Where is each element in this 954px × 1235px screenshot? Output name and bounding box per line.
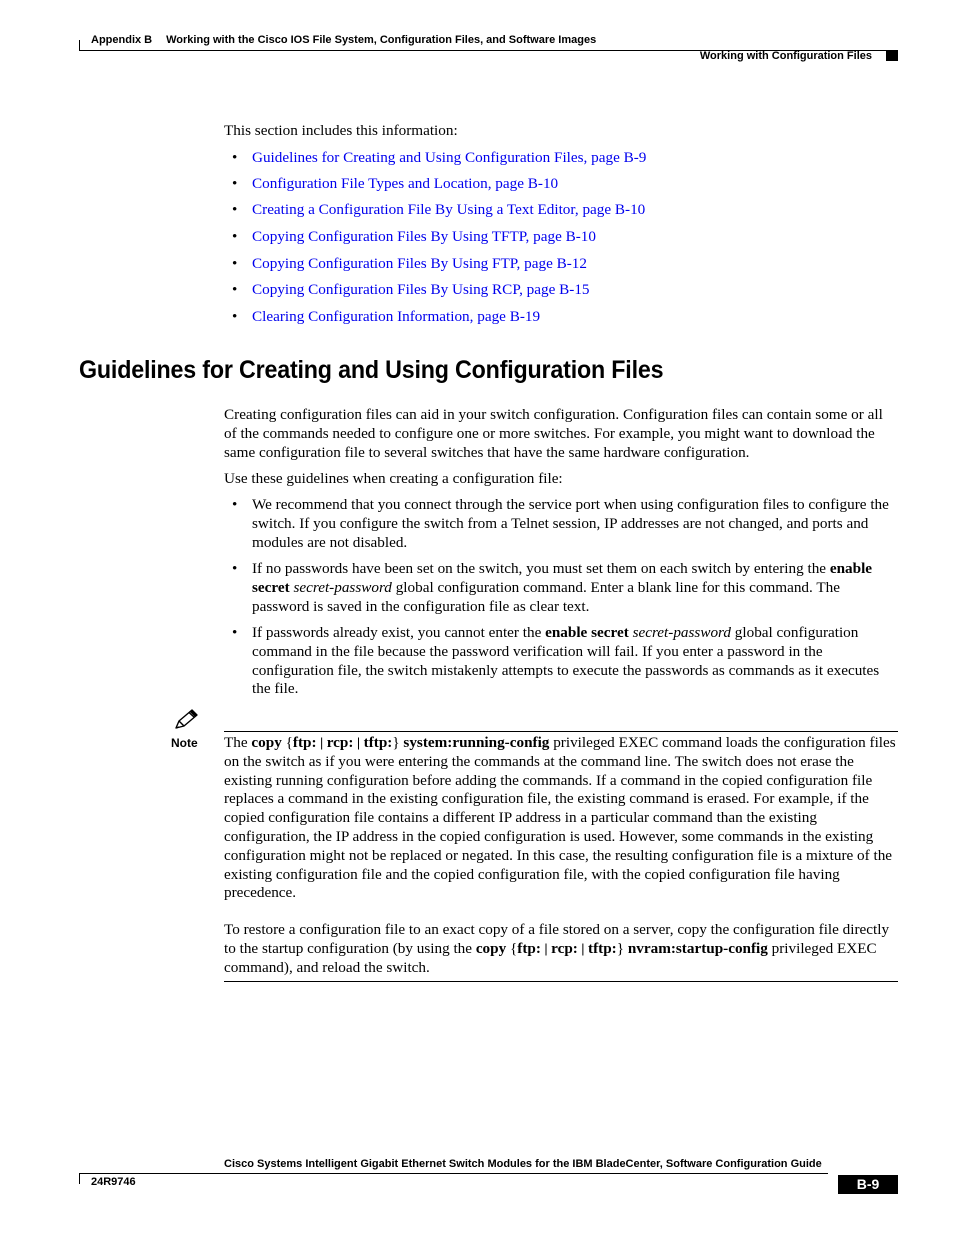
footer-rule (79, 1173, 828, 1174)
footer-book-title: Cisco Systems Intelligent Gigabit Ethernet Switch Modules for the IBM BladeCenter, Software Configuration Guide (224, 1158, 822, 1170)
note-rule-bottom (224, 981, 898, 982)
toc-link-guidelines[interactable]: Guidelines for Creating and Using Configuration Files, page B-9 (252, 149, 647, 166)
guideline-bullet: • If passwords already exist, you cannot enter the enable secret secret-password global configuration command in the file because the password verification will fail. If you enter a password in the configuration file, the switch mistakenly attempts to execute the passwords as commands as it executes the file. (232, 624, 898, 699)
command-keyword: enable secret (252, 560, 873, 596)
command-argument: secret-password (632, 624, 731, 641)
section-heading: Guidelines for Creating and Using Configuration Files (79, 356, 664, 384)
toc-link-file-types[interactable]: Configuration File Types and Location, page B-10 (252, 175, 559, 192)
footer-doc-number: 24R9746 (91, 1176, 136, 1188)
note-label: Note (171, 736, 198, 750)
toc-link-rcp[interactable]: Copying Configuration Files By Using RCP, page B-15 (252, 281, 590, 298)
body-paragraph: Creating configuration files can aid in your switch configuration. Configuration files can contain some or all of the commands needed to configure one or more switches. For example, you might want to download the same configuration file to several switches that have the same hardware configuration. (224, 406, 883, 461)
note-rule-top (224, 731, 898, 732)
toc-link-tftp[interactable]: Copying Configuration Files By Using TFTP, page B-10 (252, 228, 596, 245)
command-keyword: enable secret (545, 624, 629, 641)
note-paragraph: To restore a configuration file to an exact copy of a file stored on a server, copy the configuration file directly to the startup configuration (by using the copy {ftp: | rcp: | tftp:} nvram:startup-config privileged EXEC command), and reload the switch. (224, 921, 890, 976)
guideline-bullet: • If no passwords have been set on the switch, you must set them on each switch by entering the enable secret secret-password global configuration command. Enter a blank line for this command. The password is saved in the configuration file as clear text. (232, 560, 898, 616)
bullet-text: We recommend that you connect through the service port when using configuration files to configure the switch. If you configure the switch from a Telnet session, IP addresses are not changed, and ports and modules are not disabled. (252, 496, 889, 551)
header-block-marker (886, 51, 898, 61)
footer-tick (79, 1173, 80, 1184)
running-header (91, 34, 596, 46)
guideline-bullet: • We recommend that you connect through the service port when using configuration files to configure the switch. If you configure the switch from a Telnet session, IP addresses are not changed, and ports and modules are not disabled. (232, 496, 898, 552)
toc-link-text-editor[interactable]: Creating a Configuration File By Using a Text Editor, page B-10 (252, 201, 646, 218)
command-argument: secret-password (293, 578, 392, 596)
page-number: B-9 (838, 1175, 898, 1194)
intro-text: This section includes this information: (224, 122, 458, 139)
toc-link-clearing[interactable]: Clearing Configuration Information, page B-19 (252, 308, 541, 325)
chapter-title: Working with the Cisco IOS File System, Configuration Files, and Software Images (166, 34, 597, 46)
body-paragraph: Use these guidelines when creating a configuration file: (224, 470, 563, 487)
bullet-text: If no passwords have been set on the switch, you must set them on each switch by entering the enable secret secret-password global configuration command. Enter a blank line for this command. The password is saved in the configuration file as clear text. (252, 560, 873, 615)
bullet-text: If passwords already exist, you cannot enter the enable secret secret-password global configuration command in the file because the password verification will fail. If you enter a password in the configuration file, the switch mistakenly attempts to execute the passwords as commands as it executes the file. (252, 624, 880, 698)
note-pencil-icon (173, 707, 201, 731)
toc-link-ftp[interactable]: Copying Configuration Files By Using FTP, page B-12 (252, 255, 587, 272)
appendix-label: Appendix B (91, 34, 153, 46)
section-title: Working with Configuration Files (699, 50, 872, 62)
note-paragraph: The copy {ftp: | rcp: | tftp:} system:running-config privileged EXEC command loads the configuration files on the switch as if you were entering the commands at the command line. The switch does not erase the existing running configuration before adding the commands. If a command in the copied configuration file replaces a command in the existing configuration file, the existing command is erased. For example, if the copied configuration file contains a different IP address in a particular command than the existing configuration, the IP address in the copied configuration is used. However, some commands in the existing configuration might not be replaced or negated. In this case, the resulting configuration file is a mixture of the existing configuration file and the copied configuration file, with the copied configuration file having precedence. (224, 734, 896, 902)
